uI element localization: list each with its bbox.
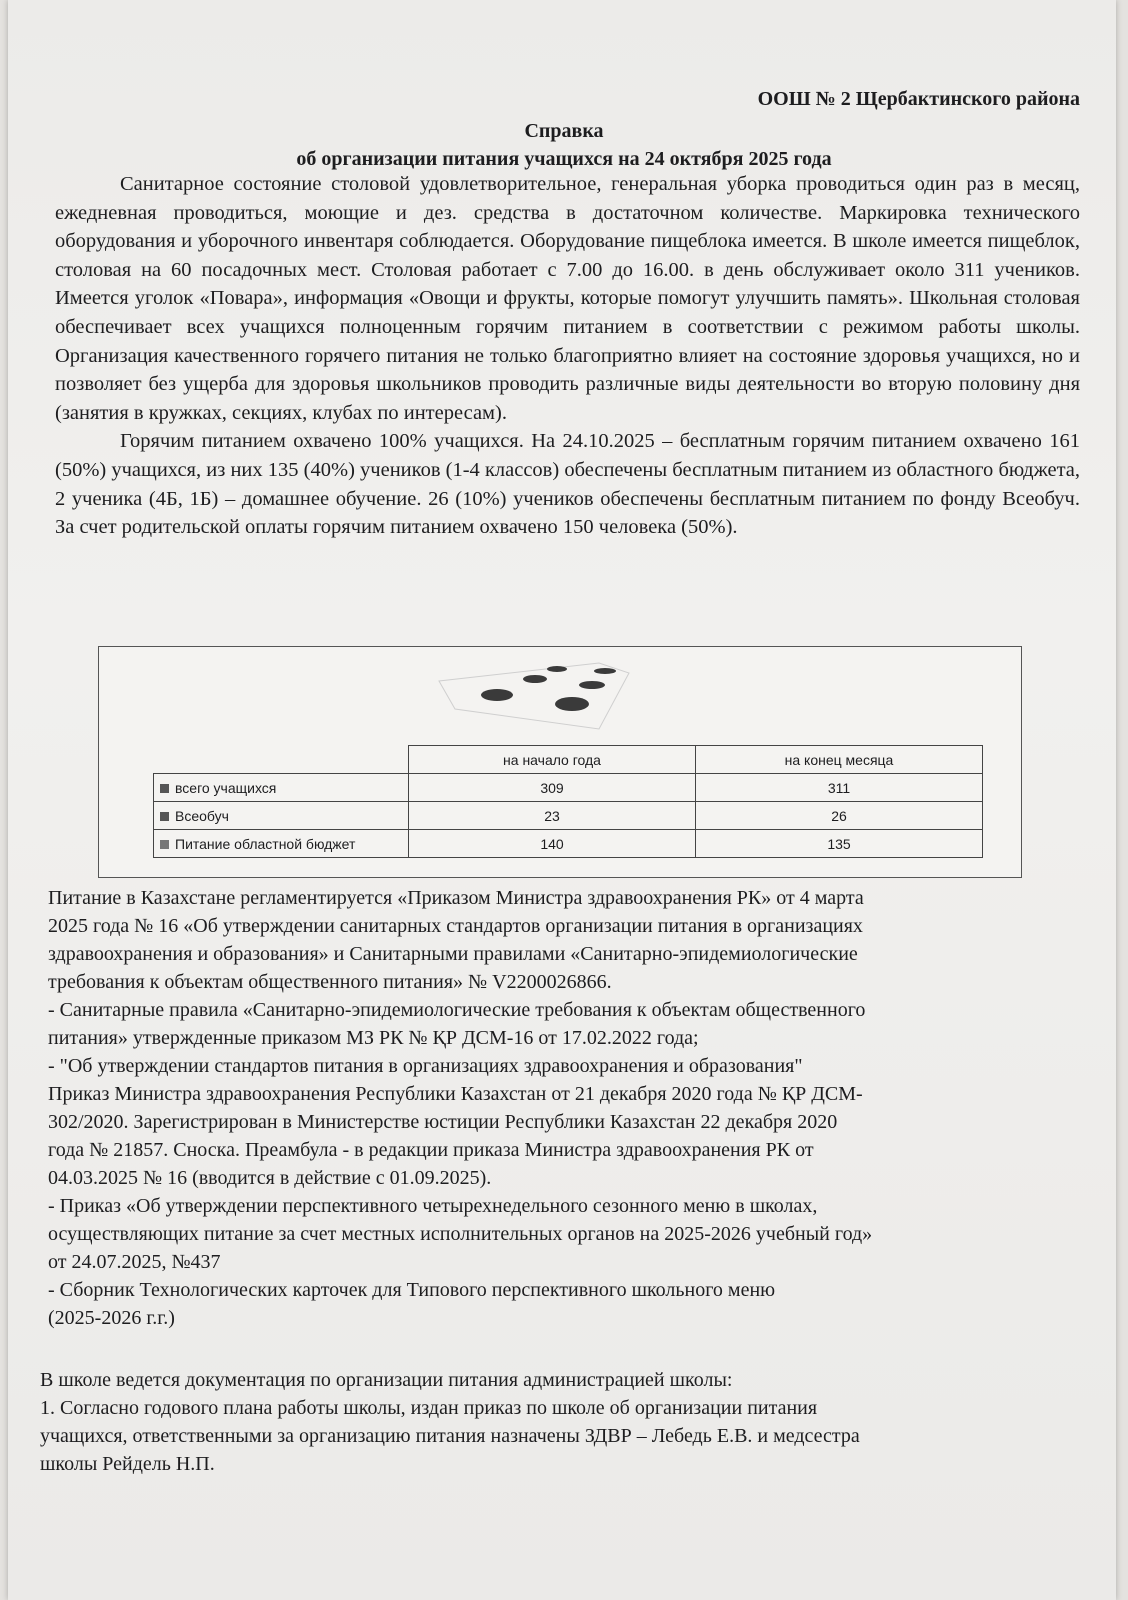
- table-cell: 23: [409, 802, 696, 830]
- text-line: школы Рейдель Н.П.: [40, 1453, 215, 1475]
- text-line: Приказ Министра здравоохранения Республики Казахстан от 21 декабря 2020 года № ҚР ДСМ-: [48, 1083, 863, 1105]
- text-line: В школе ведется документация по организации питания администрацией школы:: [40, 1369, 733, 1391]
- row-label-text: всего учащихся: [175, 779, 277, 796]
- row-label-text: Всеобуч: [175, 807, 229, 824]
- text-line: - Приказ «Об утверждении перспективного четырехнедельного сезонного меню в школах,: [48, 1195, 818, 1217]
- chart-marker: [547, 666, 567, 672]
- text-line: от 24.07.2025, №437: [48, 1251, 221, 1273]
- text-line: 04.03.2025 № 16 (вводится в действие с 01.09.2025).: [48, 1167, 492, 1189]
- column-header-end: на конец месяца: [696, 746, 983, 774]
- chart-marker: [579, 681, 605, 689]
- text-line: 2025 года № 16 «Об утверждении санитарных стандартов организации питания в организациях: [48, 915, 863, 937]
- chart-marker: [481, 689, 513, 701]
- organization-name: ООШ № 2 Щербактинского района: [757, 88, 1080, 110]
- paragraph-hot-meals: Горячим питанием охвачено 100% учащихся. На 24.10.2025 – бесплатным горячим питанием охвачено 161 (50%) учащихся, из них 135 (40%) учеников (1-4 классов) обеспечены бесплатным питанием из областного бюджета, 2 ученика (4Б, 1Б) – домашнее обучение. 26 (10%) учеников обеспечены бесплатным питанием по фонду Всеобуч. За счет родительской оплаты горячим питанием охвачено 150 человека (50%).: [55, 430, 1080, 539]
- section-regulations: [48, 884, 1088, 1332]
- column-header-start: на начало года: [409, 746, 696, 774]
- chart-frame: [98, 646, 1022, 878]
- section-canteen-condition: [55, 170, 1080, 542]
- paragraph-canteen: Санитарное состояние столовой удовлетворительное, генеральная уборка проводиться один раз в месяц, ежедневная проводиться, моющие и дез. средства в достаточном количестве. Маркировка технического оборудования и уборочного инвентаря соблюдается. Оборудование пищеблока имеется. В школе имеется пищеблок, столовая на 60 посадочных мест. Столовая работает с 7.00 до 16.00. в день обслуживает около 311 учеников. Имеется уголок «Повара», информация «Овощи и фрукты, которые помогут улучшить память». Школьная столовая обеспечивает всех учащихся полноценным горячим питанием в соответствии с режимом работы школы. Организация качественного горячего питания не только благоприятно влияет на состояние здоровья учащихся, но и позволяет без ущерба для здоровья школьников проводить различные виды деятельности во вторую половину дня (занятия в кружках, секциях, клубах по интересам).: [55, 173, 1080, 424]
- table-cell: 311: [696, 774, 983, 802]
- text-line: - Сборник Технологических карточек для Типового перспективного школьного меню: [48, 1279, 776, 1301]
- table-corner: [154, 746, 409, 774]
- document-title: Справка: [524, 120, 604, 142]
- table-row: [154, 830, 983, 858]
- text-line: - Санитарные правила «Санитарно-эпидемиологические требования к объектам общественного: [48, 999, 866, 1021]
- section-documentation: [40, 1366, 1080, 1478]
- text-line: осуществляющих питание за счет местных исполнительных органов на 2025-2026 учебный год»: [48, 1223, 873, 1245]
- text-line: питания» утвержденные приказом МЗ РК № ҚР ДСМ-16 от 17.02.2022 года;: [48, 1027, 699, 1049]
- text-line: Питание в Казахстане регламентируется «Приказом Министра здравоохранения РК» от 4 марта: [48, 887, 864, 909]
- legend-swatch: [160, 784, 169, 793]
- document-subtitle: об организации питания учащихся на 24 октября 2025 года: [296, 148, 832, 170]
- chart-data-table: [153, 745, 983, 858]
- table-cell: 140: [409, 830, 696, 858]
- chart-marker: [523, 675, 547, 683]
- text-line: здравоохранения и образования» и Санитарными правилами «Санитарно-эпидемиологические: [48, 943, 858, 965]
- legend-swatch: [160, 840, 169, 849]
- table-row: [154, 802, 983, 830]
- text-line: - "Об утверждении стандартов питания в организациях здравоохранения и образования": [48, 1055, 803, 1077]
- text-line: 1. Согласно годового плана работы школы, издан приказ по школе об организации питания: [40, 1397, 818, 1419]
- row-label: [154, 802, 409, 830]
- chart-plot-area: [99, 647, 1021, 747]
- text-line: (2025-2026 г.г.): [48, 1307, 175, 1329]
- chart-marker: [555, 697, 589, 711]
- table-row: [154, 774, 983, 802]
- row-label: [154, 774, 409, 802]
- text-line: требования к объектам общественного питания» № V2200026866.: [48, 971, 612, 993]
- text-line: учащихся, ответственными за организацию питания назначены ЗДВР – Лебедь Е.В. и медсестра: [40, 1425, 860, 1447]
- legend-swatch: [160, 812, 169, 821]
- row-label: [154, 830, 409, 858]
- chart-marker: [594, 668, 616, 674]
- table-cell: 309: [409, 774, 696, 802]
- text-line: года № 21857. Сноска. Преамбула - в редакции приказа Министра здравоохранения РК от: [48, 1139, 814, 1161]
- text-line: 302/2020. Зарегистрирован в Министерстве юстиции Республики Казахстан 22 декабря 2020: [48, 1111, 838, 1133]
- table-cell: 135: [696, 830, 983, 858]
- row-label-text: Питание областной бюджет: [175, 835, 356, 852]
- table-cell: 26: [696, 802, 983, 830]
